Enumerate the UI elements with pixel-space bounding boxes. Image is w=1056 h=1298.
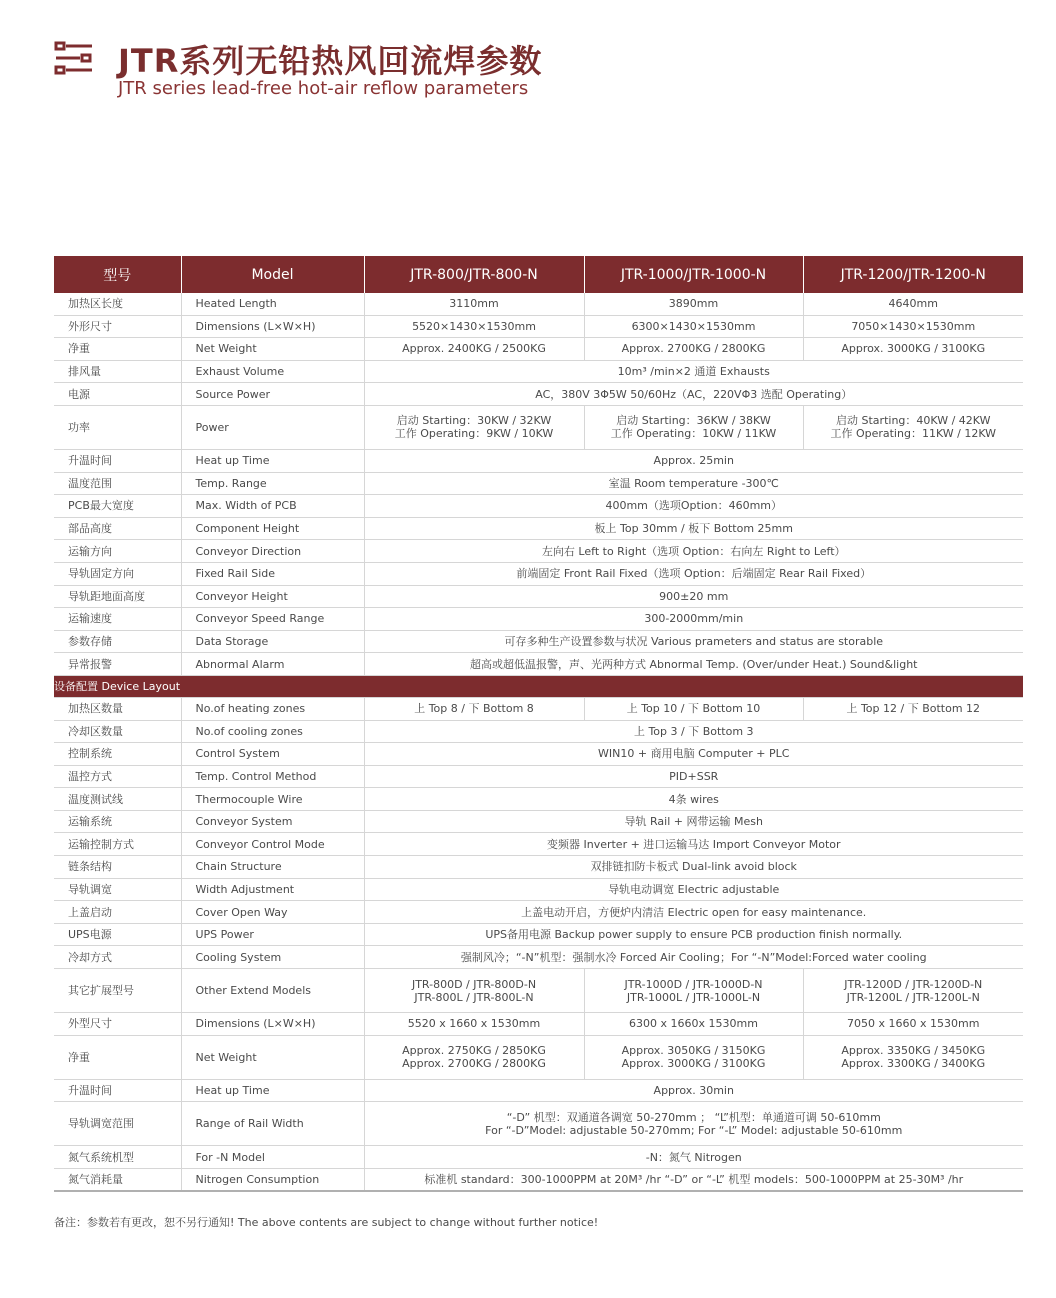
row-label-en: Nitrogen Consumption (181, 1168, 364, 1191)
section-label: 设备配置 Device Layout (54, 675, 1023, 697)
row-label-zh: UPS电源 (54, 923, 181, 946)
table-row (54, 449, 1023, 472)
value-cell-span: 室温 Room temperature -300℃ (364, 472, 1023, 495)
cell-line: For “-D”Model: adjustable 50-270mm; For “-L” Model: adjustable 50-610mm (485, 1123, 903, 1137)
value-cell-span: 导轨电动调宽 Electric adjustable (364, 878, 1023, 901)
value-cell-span: 左向右 Left to Right（选项 Option：右向左 Right to Left） (364, 540, 1023, 563)
value-cell-span: 上 Top 3 / 下 Bottom 3 (364, 720, 1023, 743)
table-row (54, 833, 1023, 856)
row-label-en: Cover Open Way (181, 901, 364, 924)
table-row (54, 901, 1023, 924)
value-cell: 上 Top 10 / 下 Bottom 10 (584, 697, 803, 720)
cell-line: JTR-800D / JTR-800D-N (411, 977, 537, 991)
column-header: 型号 (54, 256, 181, 293)
value-cell-span: 强制风冷；“-N”机型：强制水冷 Forced Air Cooling；For “-N”Model:Forced water cooling (364, 946, 1023, 969)
row-label-en: Control System (181, 743, 364, 766)
row-label-zh: 上盖启动 (54, 901, 181, 924)
value-cell: 上 Top 12 / 下 Bottom 12 (803, 697, 1023, 720)
table-row (54, 946, 1023, 969)
table-row (54, 856, 1023, 879)
value-cell (584, 1035, 803, 1079)
row-label-en: For -N Model (181, 1146, 364, 1169)
value-cell-span: 双排链扣防卡板式 Dual-link avoid block (364, 856, 1023, 879)
row-label-zh: 外型尺寸 (54, 1013, 181, 1036)
section-header-row (54, 675, 1023, 697)
row-label-zh: 氮气系统机型 (54, 1146, 181, 1169)
value-cell-span: 导轨 Rail + 网带运输 Mesh (364, 810, 1023, 833)
value-cell: 7050 x 1660 x 1530mm (803, 1013, 1023, 1036)
value-cell-span: Approx. 30min (364, 1079, 1023, 1102)
table-row (54, 1013, 1023, 1036)
cell-line: JTR-1200D / JTR-1200D-N (844, 977, 983, 991)
row-label-zh: 外形尺寸 (54, 315, 181, 338)
cell-line: Approx. 3300KG / 3400KG (841, 1057, 986, 1071)
row-label-en: No.of heating zones (181, 697, 364, 720)
row-label-en: Temp. Range (181, 472, 364, 495)
value-cell: Approx. 2400KG / 2500KG (364, 338, 584, 361)
row-label-en: Conveyor Direction (181, 540, 364, 563)
row-label-en: Data Storage (181, 630, 364, 653)
cell-line: 启动 Starting：36KW / 38KW (616, 414, 771, 428)
cell-line: “-D” 机型：双通道各调宽 50-270mm ； “L”机型：单通道可调 50-610mm (506, 1110, 881, 1124)
row-label-en: Component Height (181, 517, 364, 540)
table-row (54, 338, 1023, 361)
table-row (54, 630, 1023, 653)
cell-line: JTR-1000L / JTR-1000L-N (626, 990, 761, 1004)
value-cell: 上 Top 8 / 下 Bottom 8 (364, 697, 584, 720)
cell-line: 工作 Operating：11KW / 12KW (830, 427, 997, 441)
table-row (54, 293, 1023, 315)
row-label-zh: 冷却区数量 (54, 720, 181, 743)
column-header: JTR-1200/JTR-1200-N (803, 256, 1023, 293)
row-label-en: Dimensions (L×W×H) (181, 315, 364, 338)
row-label-zh: 电源 (54, 383, 181, 406)
value-cell (803, 1035, 1023, 1079)
value-cell-span: 10m³ /min×2 通道 Exhausts (364, 360, 1023, 383)
row-label-en: Conveyor Speed Range (181, 608, 364, 631)
value-cell (803, 405, 1023, 449)
value-cell-span: 超高或超低温报警，声、光两种方式 Abnormal Temp. (Over/under Heat.) Sound&light (364, 653, 1023, 676)
row-label-zh: 部品高度 (54, 517, 181, 540)
value-cell: 6300 x 1660x 1530mm (584, 1013, 803, 1036)
row-label-en: Other Extend Models (181, 969, 364, 1013)
row-label-en: Dimensions (L×W×H) (181, 1013, 364, 1036)
row-label-zh: 升温时间 (54, 1079, 181, 1102)
page-title: JTR系列无铅热风回流焊参数 (118, 42, 543, 80)
row-label-en: Width Adjustment (181, 878, 364, 901)
cell-line: Approx. 2700KG / 2800KG (402, 1057, 546, 1071)
row-label-en: Conveyor Height (181, 585, 364, 608)
row-label-zh: 温度测试线 (54, 788, 181, 811)
value-cell: 6300×1430×1530mm (584, 315, 803, 338)
row-label-en: Max. Width of PCB (181, 495, 364, 518)
value-cell-span: -N：氮气 Nitrogen (364, 1146, 1023, 1169)
cell-line: Approx. 3000KG / 3100KG (621, 1057, 766, 1071)
row-label-zh: 温度范围 (54, 472, 181, 495)
row-label-zh: 链条结构 (54, 856, 181, 879)
row-label-en: Temp. Control Method (181, 765, 364, 788)
table-row (54, 383, 1023, 406)
value-cell: 3890mm (584, 293, 803, 315)
table-row (54, 495, 1023, 518)
list-settings-icon (54, 40, 94, 76)
table-row (54, 1079, 1023, 1102)
value-cell-span: 板上 Top 30mm / 板下 Bottom 25mm (364, 517, 1023, 540)
row-label-zh: 加热区长度 (54, 293, 181, 315)
table-header-row (54, 256, 1023, 293)
value-cell: 4640mm (803, 293, 1023, 315)
row-label-en: Source Power (181, 383, 364, 406)
table-row (54, 810, 1023, 833)
row-label-en: Thermocouple Wire (181, 788, 364, 811)
value-cell-span: 400mm（选项Option：460mm） (364, 495, 1023, 518)
cell-line: JTR-1200L / JTR-1200L-N (846, 990, 980, 1004)
value-cell-span: 4条 wires (364, 788, 1023, 811)
value-cell-span: 上盖电动开启，方便炉内清洁 Electric open for easy maintenance. (364, 901, 1023, 924)
value-cell (584, 969, 803, 1013)
spec-table (54, 256, 1023, 1192)
row-label-zh: 运输控制方式 (54, 833, 181, 856)
value-cell (803, 969, 1023, 1013)
value-cell-span: 900±20 mm (364, 585, 1023, 608)
column-header: JTR-1000/JTR-1000-N (584, 256, 803, 293)
row-label-zh: 排风量 (54, 360, 181, 383)
value-cell-span: UPS备用电源 Backup power supply to ensure PCB production finish normally. (364, 923, 1023, 946)
cell-line: 启动 Starting：30KW / 32KW (396, 414, 552, 428)
row-label-zh: 净重 (54, 1035, 181, 1079)
value-cell: 5520 x 1660 x 1530mm (364, 1013, 584, 1036)
row-label-en: Heat up Time (181, 449, 364, 472)
row-label-zh: 氮气消耗量 (54, 1168, 181, 1191)
page-subtitle: JTR series lead-free hot-air reflow parameters (118, 78, 529, 99)
value-cell-span: PID+SSR (364, 765, 1023, 788)
value-cell-span: AC，380V 3Φ5W 50/60Hz（AC，220VΦ3 选配 Operating） (364, 383, 1023, 406)
row-label-zh: 参数存储 (54, 630, 181, 653)
column-header: Model (181, 256, 364, 293)
value-cell-span: WIN10 + 商用电脑 Computer + PLC (364, 743, 1023, 766)
value-cell: Approx. 3000KG / 3100KG (803, 338, 1023, 361)
row-label-zh: 导轨调宽范围 (54, 1102, 181, 1146)
value-cell-span: Approx. 25min (364, 449, 1023, 472)
column-header: JTR-800/JTR-800-N (364, 256, 584, 293)
row-label-zh: PCB最大宽度 (54, 495, 181, 518)
table-row (54, 405, 1023, 449)
table-row (54, 1168, 1023, 1191)
row-label-en: Net Weight (181, 1035, 364, 1079)
cell-line: Approx. 3350KG / 3450KG (841, 1044, 986, 1058)
row-label-zh: 温控方式 (54, 765, 181, 788)
table-row (54, 697, 1023, 720)
table-row (54, 1146, 1023, 1169)
row-label-en: Net Weight (181, 338, 364, 361)
table-row (54, 315, 1023, 338)
cell-line: Approx. 3050KG / 3150KG (621, 1044, 766, 1058)
table-row (54, 472, 1023, 495)
row-label-zh: 其它扩展型号 (54, 969, 181, 1013)
row-label-zh: 净重 (54, 338, 181, 361)
cell-line: JTR-800L / JTR-800L-N (414, 990, 534, 1004)
table-body (54, 293, 1023, 1191)
cell-line: Approx. 2750KG / 2850KG (402, 1044, 546, 1058)
value-cell: 7050×1430×1530mm (803, 315, 1023, 338)
row-label-en: Conveyor Control Mode (181, 833, 364, 856)
value-cell: 5520×1430×1530mm (364, 315, 584, 338)
row-label-zh: 加热区数量 (54, 697, 181, 720)
value-cell-span: 变频器 Inverter + 进口运输马达 Import Conveyor Motor (364, 833, 1023, 856)
footnote: 备注：参数若有更改，恕不另行通知! The above contents are subject to change without further notice! (54, 1216, 599, 1229)
table-row (54, 360, 1023, 383)
cell-line: 工作 Operating：10KW / 11KW (610, 427, 777, 441)
cell-line: JTR-1000D / JTR-1000D-N (624, 977, 763, 991)
row-label-en: Range of Rail Width (181, 1102, 364, 1146)
table-row (54, 878, 1023, 901)
row-label-en: Exhaust Volume (181, 360, 364, 383)
row-label-zh: 功率 (54, 405, 181, 449)
row-label-en: Heat up Time (181, 1079, 364, 1102)
table-row (54, 923, 1023, 946)
row-label-zh: 冷却方式 (54, 946, 181, 969)
row-label-zh: 导轨距地面高度 (54, 585, 181, 608)
value-cell-span: 可存多种生产设置参数与状况 Various prameters and status are storable (364, 630, 1023, 653)
table-row (54, 1102, 1023, 1146)
value-cell-span (364, 1102, 1023, 1146)
table-row (54, 765, 1023, 788)
table-row (54, 540, 1023, 563)
row-label-en: UPS Power (181, 923, 364, 946)
value-cell-span: 前端固定 Front Rail Fixed（选项 Option：后端固定 Rear Rail Fixed） (364, 562, 1023, 585)
row-label-zh: 导轨固定方向 (54, 562, 181, 585)
row-label-zh: 控制系统 (54, 743, 181, 766)
cell-line: 工作 Operating：9KW / 10KW (394, 427, 554, 441)
table-row (54, 743, 1023, 766)
row-label-zh: 运输速度 (54, 608, 181, 631)
table-row (54, 720, 1023, 743)
table-row (54, 517, 1023, 540)
row-label-zh: 异常报警 (54, 653, 181, 676)
row-label-zh: 运输系统 (54, 810, 181, 833)
row-label-en: Conveyor System (181, 810, 364, 833)
row-label-zh: 升温时间 (54, 449, 181, 472)
value-cell (364, 1035, 584, 1079)
value-cell (584, 405, 803, 449)
row-label-en: Abnormal Alarm (181, 653, 364, 676)
cell-line: 启动 Starting：40KW / 42KW (836, 414, 991, 428)
row-label-en: Cooling System (181, 946, 364, 969)
table-row (54, 562, 1023, 585)
value-cell-span: 标准机 standard：300-1000PPM at 20M³ /hr “-D” or “-L” 机型 models：500-1000PPM at 25-30M³ /hr (364, 1168, 1023, 1191)
value-cell (364, 405, 584, 449)
row-label-zh: 运输方向 (54, 540, 181, 563)
row-label-en: Chain Structure (181, 856, 364, 879)
table-row (54, 585, 1023, 608)
page-header (54, 36, 1034, 106)
value-cell-span: 300-2000mm/min (364, 608, 1023, 631)
row-label-zh: 导轨调宽 (54, 878, 181, 901)
row-label-en: Power (181, 405, 364, 449)
row-label-en: No.of cooling zones (181, 720, 364, 743)
row-label-en: Heated Length (181, 293, 364, 315)
value-cell (364, 969, 584, 1013)
table-row (54, 969, 1023, 1013)
table-row (54, 788, 1023, 811)
table-row (54, 653, 1023, 676)
table-row (54, 1035, 1023, 1079)
value-cell: 3110mm (364, 293, 584, 315)
table-row (54, 608, 1023, 631)
value-cell: Approx. 2700KG / 2800KG (584, 338, 803, 361)
row-label-en: Fixed Rail Side (181, 562, 364, 585)
